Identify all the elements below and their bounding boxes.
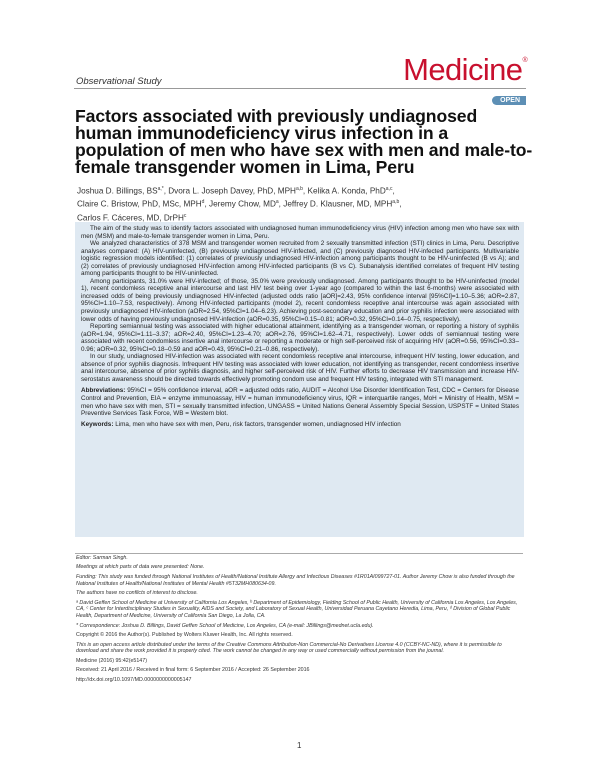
footnote-affiliations: ᵃ David Geffen School of Medicine at University of California Los Angeles, ᵇ Department of Epidemiology, Fielding School of Public Health, University of California Los Angeles, Los Angeles, CA, ᶜ Center for Interdisciplinary Studies in Sexuality, AIDS and Society, and Laboratory of Sexual Health, Universidad Peruana Cayetano Heredia, Lima, Peru, ᵈ Division of Global Public Health, Department of Medicine, University of California San Diego, La Jolla, CA. bbox=[76, 599, 518, 620]
author-separator: , bbox=[204, 200, 209, 210]
footnote-doi[interactable]: http://dx.doi.org/10.1097/MD.0000000000005147 bbox=[76, 676, 192, 683]
author-name: Kelika A. Konda, PhD bbox=[307, 186, 386, 196]
abstract-paragraph: We analyzed characteristics of 378 MSM and transgender women recruited from 2 sexually transmitted infection (STI) clinics in Lima, Peru. Descriptive analyses compared: (A) HIV-uninfected, (B) previously undiagnosed HIV-infected, and (C) previously diagnosed HIV-infected participants. Multivariable logistic regression models identified: (1) correlates of previously undiagnosed HIV-infection among participants thought to be HIV-uninfected (B vs A); and (2) correlates of previously undiagnosed HIV-infection among HIV-infected participants (B vs C). Subanalysis identified correlates of frequent HIV testing among participants thought to be HIV-uninfected. bbox=[81, 240, 519, 278]
abbreviations-label: Abbreviations: bbox=[81, 387, 126, 395]
footnote-copyright: Copyright © 2016 the Author(s). Published by Wolters Kluwer Health, Inc. All rights reserved. bbox=[76, 632, 293, 639]
author-affiliation-mark: a,b bbox=[295, 186, 303, 192]
abbreviations bbox=[81, 387, 519, 417]
abstract-paragraph: In our study, undiagnosed HIV-infection was associated with recent condomless receptive anal intercourse, infrequent HIV testing, lower education, and absence of prior syphilis diagnosis. Infrequent HIV testing was associated with lower education, not identifying as transgender, recent condomless insertive anal intercourse, absence of prior syphilis diagnosis, and higher self-perceived risk of HIV. Further efforts to decrease HIV transmission and increase HIV-serostatus awareness should be directed towards effectively promoting condom use and frequent HIV testing, integrated with STI management. bbox=[81, 353, 519, 383]
footnote-correspondence: * Correspondence: Joshua D. Billings, David Geffen School of Medicine, Los Angeles, CA (e-mail: JBillings@mednet.ucla.edu). bbox=[76, 622, 374, 629]
author-list bbox=[77, 184, 517, 224]
abstract-paragraph: Among participants, 31.0% were HIV-infected; of those, 35.0% were previously undiagnosed. Among participants thought to be HIV-uninfected (model 1), recent condomless receptive anal intercourse and last HIV test being over 1-year ago (compared to within the last 6-months) were associated with increased odds of being previously undiagnosed HIV-infected (adjusted odds ratio [aOR]=2.43, 95% confidence interval [95%CI]=1.10–5.36; aOR=2.87, 95%CI=1.10–7.53, respectively). Among HIV-infected participants (model 2), recent condomless receptive anal intercourse was again associated with previously undiagnosed HIV-infection (aOR=2.54, 95%CI=1.04–6.23). Achieving post-secondary education and prior syphilis infection were associated with lower odds of having previously undiagnosed HIV-infection (aOR=0.35, 95%CI=0.15–0.81; aOR=0.32, 95%CI=0.14–0.75, respectively). bbox=[81, 277, 519, 323]
section-label: Observational Study bbox=[76, 76, 162, 87]
author-affiliation-mark: a bbox=[275, 199, 279, 206]
author-separator: , bbox=[278, 200, 284, 210]
header-divider bbox=[74, 88, 526, 89]
author-separator: , bbox=[392, 186, 395, 196]
footnote-divider bbox=[75, 553, 523, 554]
journal-logo: Medicine® bbox=[403, 52, 527, 87]
author-name: Jeffrey D. Klausner, MD, MPH bbox=[283, 200, 393, 210]
author-separator: , bbox=[163, 186, 169, 196]
author-name: Carlos F. Cáceres, MD, DrPH bbox=[77, 213, 184, 223]
abstract-paragraph: Reporting semiannual testing was associated with higher educational attainment, identifying as a transgender woman, or reporting a history of syphilis (aOR=1.94, 95%CI=1.11–3.37; aOR=2.40, 95%CI=1.23–4.70; aOR=2.76, 95%CI=1.62–4.71, respectively). Lower odds of semiannual testing were associated with recent condomless insertive anal intercourse or reporting a moderate or high self-perceived risk of acquiring HIV (aOR=0.56, 95%CI=0.33–0.96; aOR=0.32, 95%CI=0.18–0.59 and aOR=0.43, 95%CI=0.21–0.86, respectively). bbox=[81, 323, 519, 353]
author-affiliation-mark: d bbox=[201, 199, 205, 206]
footnote-license: This is an open access article distributed under the terms of the Creative Commons Attribution-Non Commercial-No Derivatives License 4.0 (CCBY-NC-ND), where it is permissible to download and share the work provided it is properly cited. The work cannot be changed in any way or used commercially without permission from the journal. bbox=[76, 641, 502, 655]
keywords-text: Lima, men who have sex with men, Peru, risk factors, transgender women, undiagnosed HIV infection bbox=[115, 420, 401, 428]
footnote-conflicts: The authors have no conflicts of interest to disclose. bbox=[76, 590, 198, 597]
footnote-meetings: Meetings at which parts of data were presented: None. bbox=[76, 564, 205, 571]
page-number: 1 bbox=[297, 741, 302, 750]
footnotes bbox=[76, 555, 524, 686]
abstract-box bbox=[75, 222, 524, 537]
abstract-paragraph: The aim of the study was to identify factors associated with undiagnosed human immunodeficiency virus (HIV) infection among men who have sex with men (MSM) and male-to-female transgender women in Lima, Peru. bbox=[81, 225, 519, 240]
author-separator: , bbox=[302, 186, 308, 196]
keywords bbox=[81, 421, 519, 429]
author-name: Joshua D. Billings, BS bbox=[77, 186, 158, 196]
author-name: Dvora L. Joseph Davey, PhD, MPH bbox=[168, 186, 296, 196]
open-access-badge: OPEN bbox=[492, 96, 526, 105]
author-affiliation-mark: a,* bbox=[157, 186, 164, 192]
author-separator: , bbox=[399, 200, 402, 210]
article-title: Factors associated with previously undiagnosed human immunodeficiency virus infection in a population of men who have sex with men and male-to-female transgender women in Lima, Peru bbox=[75, 106, 533, 177]
author-name: Claire C. Bristow, PhD, MSc, MPH bbox=[77, 200, 202, 210]
footnote-dates: Received: 21 April 2016 / Received in final form: 6 September 2016 / Accepted: 26 September 2016 bbox=[76, 667, 310, 674]
author-affiliation-mark: c bbox=[183, 212, 187, 219]
keywords-label: Keywords: bbox=[81, 420, 114, 428]
author-affiliation-mark: a,c bbox=[385, 186, 393, 192]
author-affiliation-mark: a,b bbox=[392, 199, 400, 206]
abbreviations-text: 95%CI = 95% confidence interval, aOR = adjusted odds ratio, AUDIT = Alcohol Use Disorder Identification Test, CDC = Centers for Disease Control and Prevention, EIA = enzyme immunoassay, HIV = human immunodeficiency virus, IQR = interquartile ranges, MoH = Ministry of Health, MSM = men who have sex with men, STI = sexually transmitted infection, UNGASS = United Nations General Assembly Special Session, USPSTF = United States Preventive Services Task Force, WB = Western blot. bbox=[81, 387, 519, 418]
author-name: Jeremy Chow, MD bbox=[209, 200, 276, 210]
footnote-funding: Funding: This study was funded through National Institutes of Health/National Institute Allergy and Infectious Diseases #1R01AI099727-01. Author Jeremy Chow is also funded through the National Institutes of Health/National Institutes of Mental Health #5T32MH080634-09. bbox=[76, 573, 515, 587]
footnote-editor: Editor: Sarman Singh. bbox=[76, 555, 128, 561]
footnote-citation: Medicine (2016) 95:42(e5147) bbox=[76, 657, 147, 664]
